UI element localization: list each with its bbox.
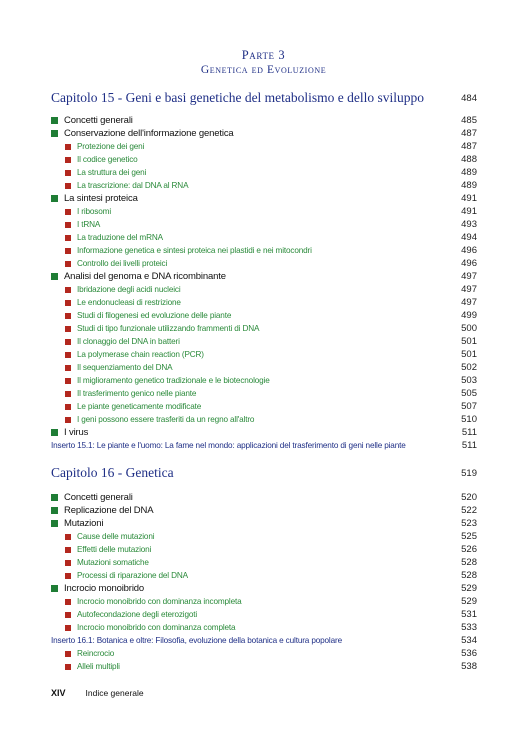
toc-entry-title: Replicazione del DNA bbox=[64, 505, 154, 516]
toc-entry-page: 497 bbox=[461, 297, 477, 308]
red-square-bullet-icon bbox=[65, 313, 71, 319]
toc-entry-title: I ribosomi bbox=[77, 207, 111, 216]
toc-subsection-entry[interactable] bbox=[51, 556, 477, 569]
toc-section-entry[interactable] bbox=[51, 582, 477, 595]
toc-entry-page: 496 bbox=[461, 245, 477, 256]
toc-entry-title: Le endonucleasi di restrizione bbox=[77, 298, 181, 307]
toc-entry-title: Mutazioni somatiche bbox=[77, 558, 149, 567]
green-square-bullet-icon bbox=[51, 195, 58, 202]
toc-subsection-entry[interactable] bbox=[51, 660, 477, 673]
footer-title: Indice generale bbox=[85, 688, 144, 698]
toc-subsection-entry[interactable] bbox=[51, 543, 477, 556]
toc-subsection-entry[interactable] bbox=[51, 348, 477, 361]
toc-entry-title: Concetti generali bbox=[64, 492, 133, 503]
red-square-bullet-icon bbox=[65, 625, 71, 631]
toc-entry-page: 526 bbox=[461, 544, 477, 555]
toc-entry-title: Alleli multipli bbox=[77, 662, 120, 671]
red-square-bullet-icon bbox=[65, 300, 71, 306]
toc-subsection-entry[interactable] bbox=[51, 322, 477, 335]
red-square-bullet-icon bbox=[65, 365, 71, 371]
toc-entry-page: 497 bbox=[461, 284, 477, 295]
toc-subsection-entry[interactable] bbox=[51, 530, 477, 543]
toc-entry-page: 531 bbox=[461, 609, 477, 620]
chapter-page: 484 bbox=[461, 93, 477, 104]
toc-entry-title: Autofecondazione degli eterozigoti bbox=[77, 610, 198, 619]
toc-entry-page: 534 bbox=[461, 635, 477, 646]
toc-entry-page: 529 bbox=[461, 596, 477, 607]
red-square-bullet-icon bbox=[65, 326, 71, 332]
toc-entry-page: 496 bbox=[461, 258, 477, 269]
red-square-bullet-icon bbox=[65, 378, 71, 384]
toc-entry-page: 491 bbox=[461, 206, 477, 217]
green-square-bullet-icon bbox=[51, 130, 58, 137]
red-square-bullet-icon bbox=[65, 222, 71, 228]
red-square-bullet-icon bbox=[65, 547, 71, 553]
part-title: Genetica ed Evoluzione bbox=[200, 64, 327, 76]
toc-entry-page: 485 bbox=[461, 115, 477, 126]
toc-entry-title: I tRNA bbox=[77, 220, 101, 229]
red-square-bullet-icon bbox=[65, 573, 71, 579]
toc-entry-page: 520 bbox=[461, 492, 477, 503]
toc-entry-page: 489 bbox=[461, 167, 477, 178]
toc-entry-title: Il trasferimento genico nelle piante bbox=[77, 389, 197, 398]
toc-insert-entry[interactable] bbox=[51, 634, 477, 647]
red-square-bullet-icon bbox=[65, 170, 71, 176]
toc-entry-title: Conservazione dell'informazione genetica bbox=[64, 128, 234, 139]
toc-subsection-entry[interactable] bbox=[51, 153, 477, 166]
toc-subsection-entry[interactable] bbox=[51, 296, 477, 309]
toc-subsection-entry[interactable] bbox=[51, 309, 477, 322]
toc-subsection-entry[interactable] bbox=[51, 257, 477, 270]
toc-entry-title: I geni possono essere trasferiti da un regno all'altro bbox=[77, 415, 255, 424]
toc-entry-page: 499 bbox=[461, 310, 477, 321]
toc-entry-page: 489 bbox=[461, 180, 477, 191]
toc-section-entry[interactable] bbox=[51, 517, 477, 530]
toc-section-entry[interactable] bbox=[51, 114, 477, 127]
page-footer bbox=[51, 688, 144, 698]
red-square-bullet-icon bbox=[65, 651, 71, 657]
toc-entry-page: 503 bbox=[461, 375, 477, 386]
green-square-bullet-icon bbox=[51, 585, 58, 592]
toc-subsection-entry[interactable] bbox=[51, 621, 477, 634]
chapter-title: Capitolo 16 - Genetica bbox=[51, 465, 174, 480]
toc-subsection-entry[interactable] bbox=[51, 335, 477, 348]
toc-entry-title: Il sequenziamento del DNA bbox=[77, 363, 173, 372]
red-square-bullet-icon bbox=[65, 157, 71, 163]
green-square-bullet-icon bbox=[51, 494, 58, 501]
toc-entry-page: 497 bbox=[461, 271, 477, 282]
toc-entry-title: Controllo dei livelli proteici bbox=[77, 259, 168, 268]
toc-subsection-entry[interactable] bbox=[51, 361, 477, 374]
toc-entry-page: 528 bbox=[461, 557, 477, 568]
toc-section-entry[interactable] bbox=[51, 504, 477, 517]
toc-entry-page: 525 bbox=[461, 531, 477, 542]
toc-entry-title: Protezione dei geni bbox=[77, 142, 145, 151]
toc-entry-page: 501 bbox=[461, 336, 477, 347]
red-square-bullet-icon bbox=[65, 391, 71, 397]
toc-insert-entry[interactable] bbox=[51, 439, 477, 452]
toc-entry-page: 511 bbox=[461, 427, 477, 438]
toc-entry-title: Cause delle mutazioni bbox=[77, 532, 155, 541]
toc-subsection-entry[interactable] bbox=[51, 647, 477, 660]
toc-entry-page: 510 bbox=[461, 414, 477, 425]
toc-entry-page: 491 bbox=[461, 193, 477, 204]
toc-subsection-entry[interactable] bbox=[51, 218, 477, 231]
toc-entry-title: Studi di tipo funzionale utilizzando frammenti di DNA bbox=[77, 324, 260, 333]
green-square-bullet-icon bbox=[51, 273, 58, 280]
toc-entry-title: Il clonaggio del DNA in batteri bbox=[77, 337, 180, 346]
toc-section-entry[interactable] bbox=[51, 491, 477, 504]
toc-entry-page: 488 bbox=[461, 154, 477, 165]
toc-entry-title: La sintesi proteica bbox=[64, 193, 138, 204]
red-square-bullet-icon bbox=[65, 209, 71, 215]
toc-entry-title: Reincrocio bbox=[77, 649, 115, 658]
chapter-title: Capitolo 15 - Geni e basi genetiche del metabolismo e dello sviluppo bbox=[51, 90, 425, 105]
toc-entry-title: Effetti delle mutazioni bbox=[77, 545, 152, 554]
toc-subsection-entry[interactable] bbox=[51, 205, 477, 218]
toc-subsection-entry[interactable] bbox=[51, 179, 477, 192]
toc-entry-title: Inserto 15.1: Le piante e l'uomo: La fame nel mondo: applicazioni del trasferimento di geni nelle piante bbox=[51, 441, 406, 450]
toc-entry-title: La traduzione del mRNA bbox=[77, 233, 163, 242]
chapter-page: 519 bbox=[461, 468, 477, 479]
toc-entry-page: 533 bbox=[461, 622, 477, 633]
toc-subsection-entry[interactable] bbox=[51, 608, 477, 621]
toc-entry-title: Inserto 16.1: Botanica e oltre: Filosofia, evoluzione della botanica e cultura popolare bbox=[51, 636, 342, 645]
red-square-bullet-icon bbox=[65, 261, 71, 267]
toc-subsection-entry[interactable] bbox=[51, 166, 477, 179]
toc-entry-page: 528 bbox=[461, 570, 477, 581]
toc-entry-title: Ibridazione degli acidi nucleici bbox=[77, 285, 181, 294]
toc-entry-title: La trascrizione: dal DNA al RNA bbox=[77, 181, 189, 190]
red-square-bullet-icon bbox=[65, 339, 71, 345]
red-square-bullet-icon bbox=[65, 612, 71, 618]
toc-entry-title: Informazione genetica e sintesi proteica nei plastidi e nei mitocondri bbox=[77, 246, 312, 255]
red-square-bullet-icon bbox=[65, 404, 71, 410]
red-square-bullet-icon bbox=[65, 144, 71, 150]
toc-entry-page: 487 bbox=[461, 141, 477, 152]
red-square-bullet-icon bbox=[65, 599, 71, 605]
toc-section-entry[interactable] bbox=[51, 192, 477, 205]
toc-entry-title: Le piante geneticamente modificate bbox=[77, 402, 202, 411]
toc-section-entry[interactable] bbox=[51, 127, 477, 140]
red-square-bullet-icon bbox=[65, 235, 71, 241]
toc-entry-page: 500 bbox=[461, 323, 477, 334]
toc-subsection-entry[interactable] bbox=[51, 374, 477, 387]
red-square-bullet-icon bbox=[65, 248, 71, 254]
toc-entry-page: 505 bbox=[461, 388, 477, 399]
toc-section-entry[interactable] bbox=[51, 270, 477, 283]
toc-subsection-entry[interactable] bbox=[51, 595, 477, 608]
toc-subsection-entry[interactable] bbox=[51, 387, 477, 400]
red-square-bullet-icon bbox=[65, 560, 71, 566]
toc-entry-title: Analisi del genoma e DNA ricombinante bbox=[64, 271, 226, 282]
toc-subsection-entry[interactable] bbox=[51, 231, 477, 244]
red-square-bullet-icon bbox=[65, 287, 71, 293]
toc-entry-title: Processi di riparazione del DNA bbox=[77, 571, 188, 580]
toc-entry-title: Incrocio monoibrido con dominanza completa bbox=[77, 623, 236, 632]
toc-entry-title: I virus bbox=[64, 427, 89, 438]
toc-entry-title: Incrocio monoibrido con dominanza incompleta bbox=[77, 597, 242, 606]
toc-entry-title: Concetti generali bbox=[64, 115, 133, 126]
chapter-toc bbox=[51, 114, 477, 452]
toc-subsection-entry[interactable] bbox=[51, 283, 477, 296]
green-square-bullet-icon bbox=[51, 117, 58, 124]
toc-subsection-entry[interactable] bbox=[51, 244, 477, 257]
green-square-bullet-icon bbox=[51, 520, 58, 527]
red-square-bullet-icon bbox=[65, 664, 71, 670]
toc-subsection-entry[interactable] bbox=[51, 140, 477, 153]
toc-entry-title: Il miglioramento genetico tradizionale e le biotecnologie bbox=[77, 376, 270, 385]
toc-entry-title: Incrocio monoibrido bbox=[64, 583, 145, 594]
red-square-bullet-icon bbox=[65, 352, 71, 358]
red-square-bullet-icon bbox=[65, 417, 71, 423]
toc-entry-page: 494 bbox=[461, 232, 477, 243]
toc-subsection-entry[interactable] bbox=[51, 569, 477, 582]
toc-subsection-entry[interactable] bbox=[51, 413, 477, 426]
toc-entry-page: 487 bbox=[461, 128, 477, 139]
toc-entry-page: 523 bbox=[461, 518, 477, 529]
toc-entry-page: 522 bbox=[461, 505, 477, 516]
red-square-bullet-icon bbox=[65, 534, 71, 540]
toc-entry-page: 493 bbox=[461, 219, 477, 230]
toc-entry-page: 529 bbox=[461, 583, 477, 594]
footer-page-number: XIV bbox=[51, 688, 66, 698]
toc-entry-page: 501 bbox=[461, 349, 477, 360]
part-number: Parte 3 bbox=[241, 48, 286, 62]
toc-entry-page: 511 bbox=[461, 440, 477, 451]
toc-entry-title: La struttura dei geni bbox=[77, 168, 147, 177]
toc-entry-page: 502 bbox=[461, 362, 477, 373]
toc-entry-page: 538 bbox=[461, 661, 477, 672]
toc-section-entry[interactable] bbox=[51, 426, 477, 439]
green-square-bullet-icon bbox=[51, 507, 58, 514]
red-square-bullet-icon bbox=[65, 183, 71, 189]
toc-entry-title: Il codice genetico bbox=[77, 155, 138, 164]
part-header bbox=[0, 47, 527, 78]
toc-entry-title: La polymerase chain reaction (PCR) bbox=[77, 350, 204, 359]
toc-entry-page: 507 bbox=[461, 401, 477, 412]
chapter-toc bbox=[51, 491, 477, 673]
toc-entry-title: Mutazioni bbox=[64, 518, 104, 529]
toc-subsection-entry[interactable] bbox=[51, 400, 477, 413]
green-square-bullet-icon bbox=[51, 429, 58, 436]
toc-entry-title: Studi di filogenesi ed evoluzione delle piante bbox=[77, 311, 232, 320]
toc-entry-page: 536 bbox=[461, 648, 477, 659]
